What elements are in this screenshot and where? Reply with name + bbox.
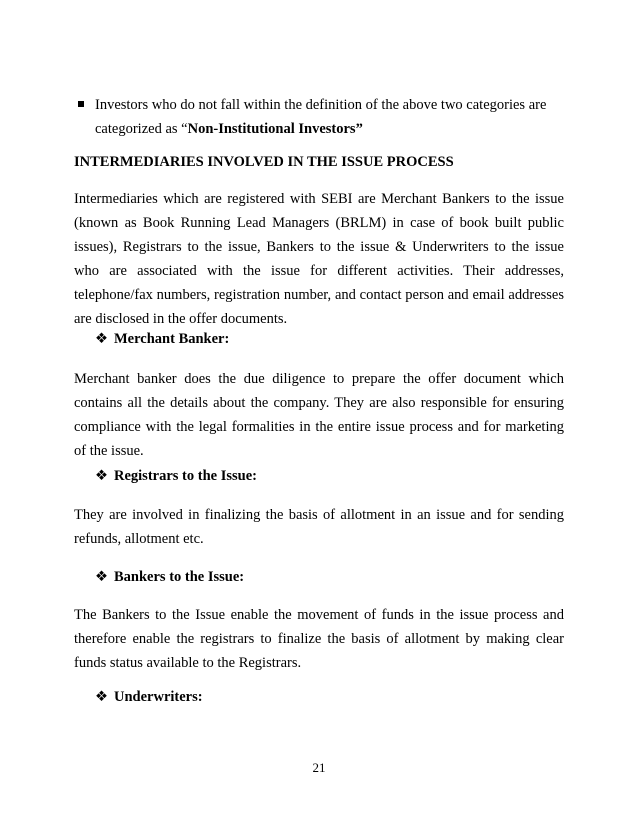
bullet-text-bold: Non-Institutional Investors” — [187, 121, 363, 137]
square-bullet-icon — [78, 101, 84, 107]
subheading-bankers-label: Bankers to the Issue: — [114, 569, 245, 585]
subheading-bankers — [95, 569, 244, 586]
page-number: 21 — [312, 760, 326, 775]
four-diamond-icon: ❖ — [95, 468, 108, 484]
four-diamond-icon: ❖ — [95, 569, 108, 585]
subheading-merchant-banker-label: Merchant Banker: — [114, 331, 230, 347]
four-diamond-icon: ❖ — [95, 331, 108, 347]
paragraph-merchant-banker: Merchant banker does the due diligence to prepare the offer document which contains all the details about the company. They are also responsible for ensuring compliance with the legal formalities in the entire issue process and for marketing of the issue. — [74, 371, 564, 459]
subheading-registrars-label: Registrars to the Issue: — [114, 468, 257, 484]
paragraph-registrars: They are involved in finalizing the basis of allotment in an issue and for sending refunds, allotment etc. — [74, 507, 564, 547]
paragraph-bankers: The Bankers to the Issue enable the movement of funds in the issue process and therefore enable the registrars to finalize the basis of allotment by making clear funds status available to the Registrars. — [74, 607, 564, 671]
bullet-text-lead: Investors who do not fall within the definition of the above two categories are categorized as “ — [95, 97, 547, 137]
paragraph-intermediaries: Intermediaries which are registered with SEBI are Merchant Bankers to the issue (known as Book Running Lead Managers (BRLM) in case of book built public issues), Registrars to the issue, Bankers to the issue & Underwriters to the issue who are associated with the issue for different activities. Their addresses, telephone/fax numbers, registration number, and contact person and email addresses are disclosed in the offer documents. — [74, 191, 564, 327]
subheading-merchant-banker — [95, 331, 229, 348]
bullet-list-item — [95, 93, 563, 141]
subheading-underwriters — [95, 689, 203, 706]
section-heading: INTERMEDIARIES INVOLVED IN THE ISSUE PROCESS — [74, 154, 454, 170]
subheading-registrars — [95, 468, 257, 485]
four-diamond-icon: ❖ — [95, 689, 108, 705]
subheading-underwriters-label: Underwriters: — [114, 689, 203, 705]
